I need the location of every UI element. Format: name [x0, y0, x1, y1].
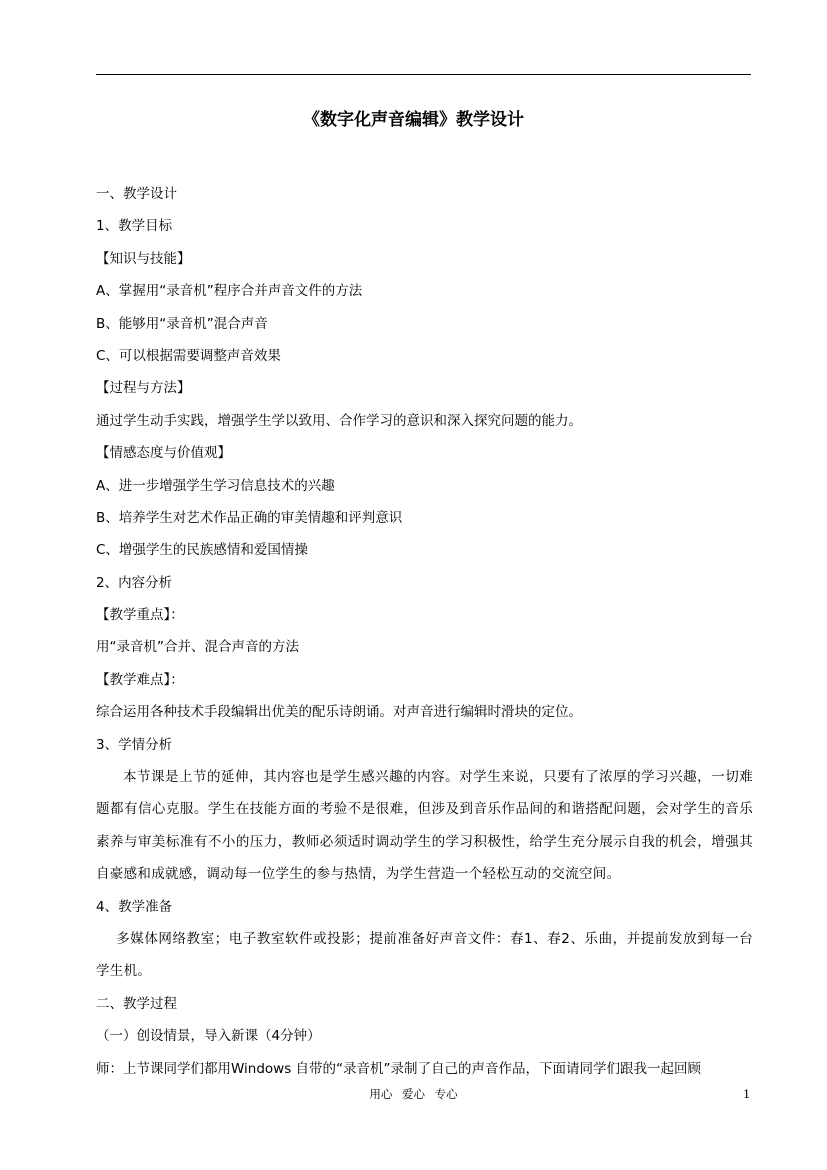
- student-analysis-text: 本节课是上节的延伸，其内容也是学生感兴趣的内容。对学生来说，只要有了浓厚的学习兴趣，一切难题都有信心克服。学生在技能方面的考验不是很难，但涉及到音乐作品间的和谐搭配问题，会对学生的音乐素养与审美标准有不小的压力，教师必须适时调动学生的学习积极性，给学生充分展示自我的机会，增强其自豪感和成就感，调动每一位学生的参与热情，为学生营造一个轻松互动的交流空间。: [96, 769, 753, 883]
- subheading-key-points: 【教学重点】：: [96, 607, 184, 624]
- preparation-paragraph: [96, 923, 753, 988]
- section-heading-design: 一、教学设计: [96, 186, 177, 202]
- document-body: [96, 178, 753, 1085]
- document-title: 《数字化声音编辑》教学设计: [303, 110, 524, 130]
- preparation-text: 多媒体网络教室；电子教室软件或投影；提前准备好声音文件：春1、春2、乐曲，并提前发放到每一台学生机。: [96, 931, 753, 980]
- heading-content-analysis: 2、内容分析: [96, 574, 173, 591]
- heading-student-analysis: 3、学情分析: [96, 736, 173, 753]
- subheading-process-method: 【过程与方法】: [96, 380, 191, 397]
- emotion-b: B、培养学生对艺术作品正确的审美情趣和评判意识: [96, 509, 403, 526]
- process-method-text: 通过学生动手实践，增强学生学以致用、合作学习的意识和深入探究问题的能力。: [96, 412, 582, 429]
- objective-b: B、能够用“录音机”混合声音: [96, 315, 268, 332]
- heading-objectives: 1、教学目标: [96, 218, 173, 235]
- emotion-c: C、增强学生的民族感情和爱国情操: [96, 542, 308, 559]
- heading-step-1: （一）创设情景，导入新课（4分钟）: [96, 1028, 321, 1045]
- objective-a: A、掌握用“录音机”程序合并声音文件的方法: [96, 283, 363, 300]
- header-rule: [96, 74, 751, 75]
- page-footer: 用心 爱心 专心: [369, 1087, 458, 1101]
- heading-preparation: 4、教学准备: [96, 898, 173, 915]
- section-heading-process: 二、教学过程: [96, 995, 177, 1012]
- difficulties-text: 综合运用各种技术手段编辑出优美的配乐诗朗诵。对声音进行编辑时滑块的定位。: [96, 704, 582, 721]
- subheading-knowledge-skills: 【知识与技能】: [96, 250, 191, 267]
- objective-c: C、可以根据需要调整声音效果: [96, 347, 281, 364]
- subheading-emotion-values: 【情感态度与价值观】: [96, 445, 231, 462]
- subheading-difficulties: 【教学难点】：: [96, 671, 184, 688]
- key-points-text: 用“录音机”合并、混合声音的方法: [96, 639, 299, 656]
- page-number: 1: [743, 1087, 751, 1101]
- emotion-a: A、进一步增强学生学习信息技术的兴趣: [96, 477, 335, 494]
- student-analysis-paragraph: [96, 761, 753, 891]
- teacher-speech-text: 师：上节课同学们都用Windows 自带的“录音机”录制了自己的声音作品，下面请同学们跟我一起回顾: [96, 1060, 702, 1077]
